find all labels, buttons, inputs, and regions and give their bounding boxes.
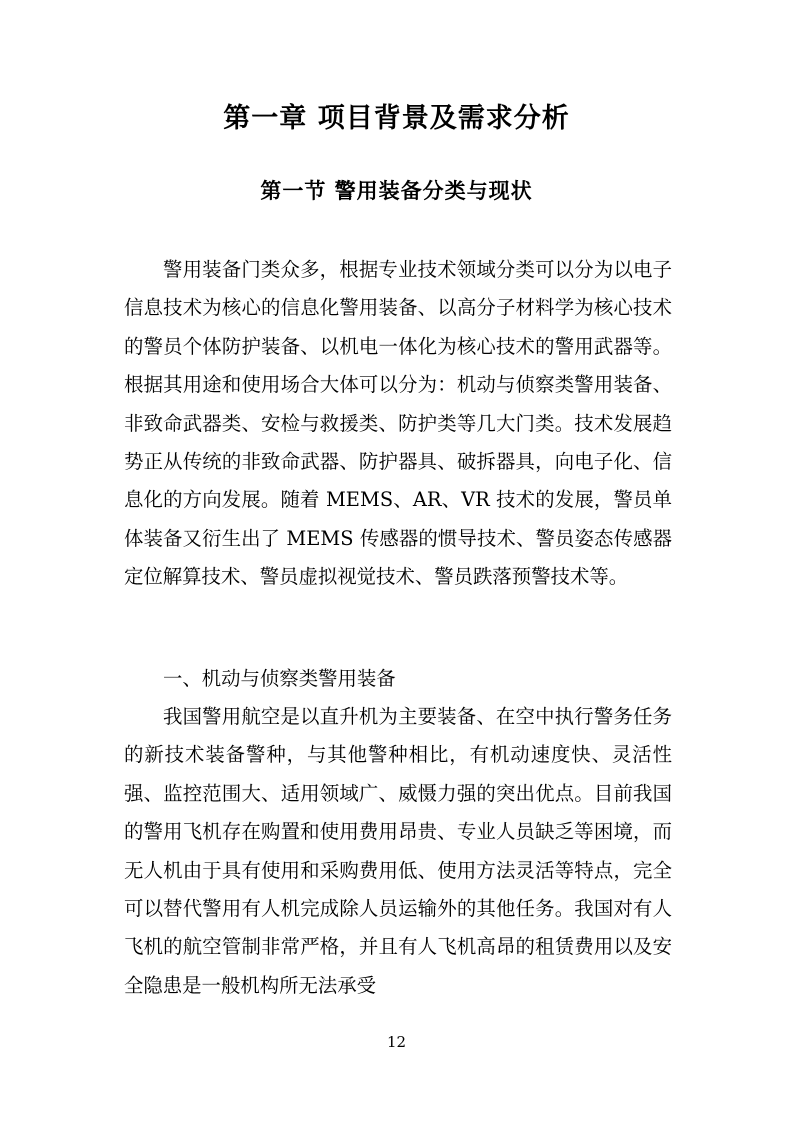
paragraph-police-aviation: 我国警用航空是以直升机为主要装备、在空中执行警务任务的新技术装备警种，与其他警种相比，有机动速度快、灵活性强、监控范围大、适用领域广、威慑力强的突出优点。目前我国的警用飞机存在购置和使用费用昂贵、专业人员缺乏等困境，而无人机由于具有使用和采购费用低、使用方法灵活等特点，完全可以替代警用有人机完成除人员运输外的其他任务。我国对有人飞机的航空管制非常严格，并且有人飞机高昂的租赁费用以及安全隐患是一般机构所无法承受 [124, 705, 672, 997]
subheading-mobility-reconnaissance: 一、机动与侦察类警用装备 [163, 667, 396, 690]
chapter-title: 第一章 项目背景及需求分析 [223, 103, 570, 134]
paragraph-equipment-overview: 警用装备门类众多，根据专业技术领域分类可以分为以电子信息技术为核心的信息化警用装备、以高分子材料学为核心技术的警员个体防护装备、以机电一体化为核心技术的警用武器等。根据其用途和使用场合大体可以分为：机动与侦察类警用装备、非致命武器类、安检与救援类、防护类等几大门类。技术发展趋势正从传统的非致命武器、防护器具、破拆器具，向电子化、信息化的方向发展。随着 MEMS、AR、VR 技术的发展，警员单体装备又衍生出了 MEMS 传感器的惯导技术、警员姿态传感器定位解算技术、警员虚拟视觉技术、警员跌落预警技术等。 [124, 258, 672, 589]
section-title: 第一节 警用装备分类与现状 [260, 179, 533, 203]
page-number: 12 [386, 1033, 407, 1051]
